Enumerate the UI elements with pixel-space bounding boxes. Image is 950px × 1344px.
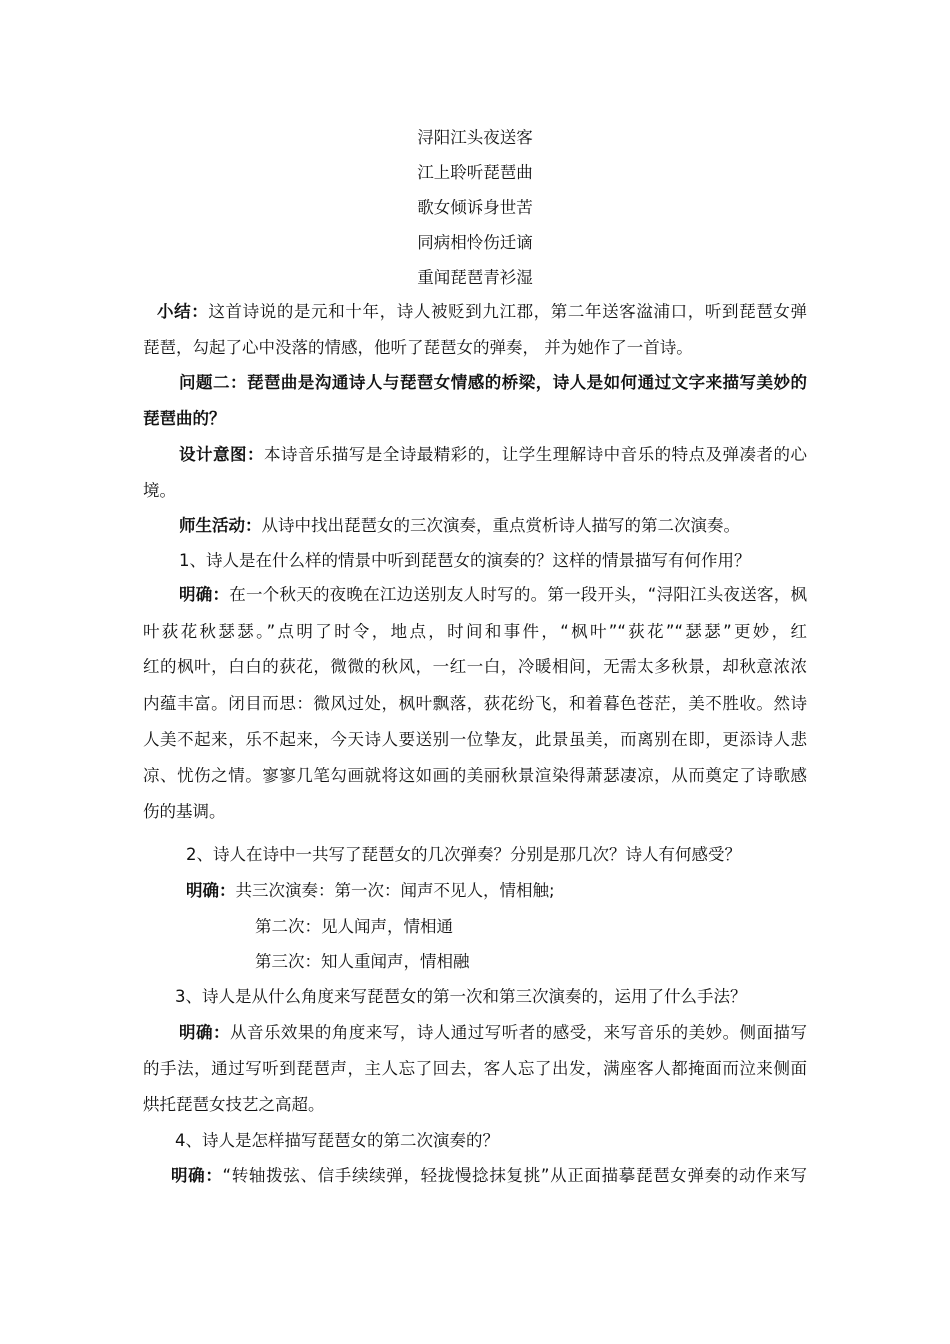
question-4: 4、诗人是怎样描写琵琶女的第二次演奏的？ xyxy=(175,1131,499,1150)
answer-1-line-5: 人美不起来，乐不起来，今天诗人要送别一位挚友，此景虽美，而离别在即，更添诗人悲 xyxy=(143,730,807,749)
answer-4 xyxy=(171,1164,807,1188)
answer-4-label: 明确： xyxy=(171,1166,223,1185)
poem-line-2: 江上聆听琵琶曲 xyxy=(417,163,533,182)
answer-1-line-6: 凉、忧伤之情。寥寥几笔勾画就将这如画的美丽秋景渲染得萧瑟凄凉，从而奠定了诗歌感 xyxy=(143,766,807,785)
activity-label: 师生活动： xyxy=(179,516,262,535)
question-2: 2、诗人在诗中一共写了琵琶女的几次弹奏？分别是那几次？诗人有何感受？ xyxy=(186,845,741,864)
poem-line-5: 重闻琵琶青衫湿 xyxy=(417,268,533,287)
activity-text: 从诗中找出琵琶女的三次演奏，重点赏析诗人描写的第二次演奏。 xyxy=(261,516,740,535)
answer-3 xyxy=(179,1021,807,1045)
answer-1-line-7: 伤的基调。 xyxy=(143,802,226,821)
answer-3-label: 明确： xyxy=(179,1023,230,1042)
answer-2 xyxy=(186,879,555,903)
answer-2-line-2: 第二次：见人闻声，情相通 xyxy=(255,917,453,936)
answer-1-line-2: 叶荻花秋瑟瑟。”点明了时令，地点，时间和事件，“枫叶”“荻花”“瑟瑟”更妙，红 xyxy=(143,622,807,641)
answer-3-line-2: 的手法，通过写听到琵琶声，主人忘了回去，客人忘了出发，满座客人都掩面而泣来侧面 xyxy=(143,1059,807,1078)
question-heading: 问题二：琵琶曲是沟通诗人与琵琶女情感的桥梁，诗人是如何通过文字来描写美妙的 xyxy=(179,373,807,392)
answer-1-label: 明确： xyxy=(179,585,230,604)
answer-1-text: 在一个秋天的夜晚在江边送别友人时写的。第一段开头，“浔阳江头夜送客，枫 xyxy=(229,585,807,604)
question-1: 1、诗人是在什么样的情景中听到琵琶女的演奏的？这样的情景描写有何作用？ xyxy=(179,551,751,570)
answer-1-line-4: 内蕴丰富。闭目而思：微风过处，枫叶飘落，荻花纷飞，和着暮色苍茫，美不胜收。然诗 xyxy=(143,694,807,713)
answer-2-line-3: 第三次：知人重闻声，情相融 xyxy=(255,952,470,971)
design-intent xyxy=(179,443,807,467)
design-text: 本诗音乐描写是全诗最精彩的，让学生理解诗中音乐的特点及弹凑者的心 xyxy=(263,445,808,464)
poem-line-1: 浔阳江头夜送客 xyxy=(417,128,533,147)
answer-3-line-3: 烘托琵琶女技艺之高超。 xyxy=(143,1095,325,1114)
answer-2-label: 明确： xyxy=(186,881,236,900)
answer-4-text: “转轴拨弦、信手续续弹，轻拢慢捻抹复挑”从正面描摹琵琶女弹奏的动作来写 xyxy=(222,1166,807,1185)
summary-line-2: 琵琶，勾起了心中没落的情感，他听了琵琶女的弹奏， 并为她作了一首诗。 xyxy=(143,338,693,357)
answer-1 xyxy=(179,583,807,607)
question-3: 3、诗人是从什么角度来写琵琶女的第一次和第三次演奏的，运用了什么手法？ xyxy=(175,987,747,1006)
answer-2-text: 共三次演奏：第一次：闻声不见人，情相触; xyxy=(235,881,555,900)
question-heading-line-2: 琵琶曲的？ xyxy=(143,409,226,428)
poem-line-3: 歌女倾诉身世苦 xyxy=(417,198,533,217)
summary-label: 小结： xyxy=(157,302,209,321)
answer-1-line-3: 红的枫叶，白白的荻花，微微的秋风，一红一白，冷暖相间，无需太多秋景，却秋意浓浓 xyxy=(143,657,807,676)
summary-paragraph xyxy=(157,300,807,324)
summary-text: 这首诗说的是元和十年，诗人被贬到九江郡，第二年送客湓浦口，听到琵琶女弹 xyxy=(208,302,808,321)
design-label: 设计意图： xyxy=(179,445,264,464)
activity xyxy=(179,514,740,538)
poem-line-4: 同病相怜伤迁谪 xyxy=(417,233,533,252)
design-line-2: 境。 xyxy=(143,481,176,500)
answer-3-text: 从音乐效果的角度来写，诗人通过写听者的感受，来写音乐的美妙。侧面描写 xyxy=(229,1023,808,1042)
